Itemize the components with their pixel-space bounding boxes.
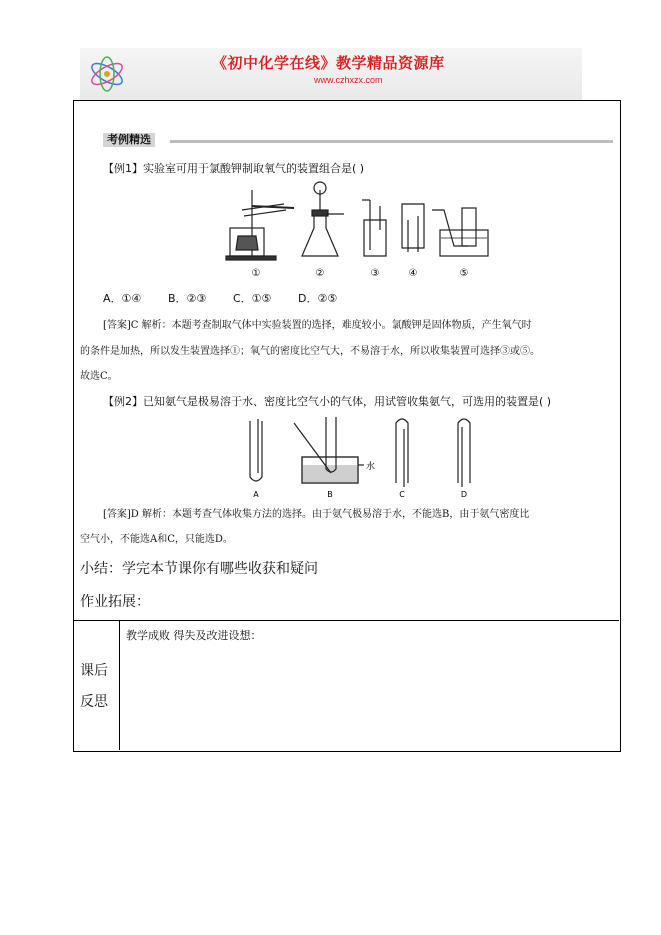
site-url: www.czhxzx.com: [314, 75, 383, 85]
example1-question: 【例1】实验室可用于氯酸钾制取氧气的装置组合是( ): [103, 162, 365, 175]
tube-a: [250, 421, 262, 481]
figure1-label-5: ⑤: [459, 268, 469, 279]
gas-bottle-3: [364, 220, 386, 256]
table-column-divider: [119, 620, 120, 750]
example2-question: 【例2】已知氨气是极易溶于水、密度比空气小的气体，用试管收集氨气，可选用的装置是( ): [103, 395, 552, 408]
stand-base: [226, 256, 276, 260]
reflection-label-line2: 反思: [80, 694, 108, 710]
figure1-label-2: ②: [315, 268, 325, 279]
option-d: D．②⑤: [298, 292, 338, 305]
example1-answer-line2: 的条件是加热，所以发生装置选择①；氧气的密度比空气大，不易溶于水，所以收集装置可选择③或⑤。: [80, 346, 540, 357]
figure2-label-a: A: [253, 490, 259, 499]
summary-text: 小结：学完本节课你有哪些收获和疑问: [80, 561, 318, 577]
example2-apparatus-figure: [236, 413, 486, 499]
gas-bottle-4: [402, 204, 424, 248]
section-rule: [170, 140, 613, 143]
example2-answer-line2: 空气小，不能选A和C，只能选D。: [80, 534, 233, 545]
option-a: A．①④: [103, 292, 142, 305]
option-c: C．①⑤: [233, 292, 272, 305]
section-title: 考例精选: [103, 133, 155, 147]
reflection-content: 教学成败 得失及改进设想：: [126, 629, 262, 642]
option-b: B．②③: [168, 292, 207, 305]
example1-apparatus-figure: [222, 180, 492, 280]
inverted-bottle: [462, 208, 476, 246]
atom-logo-icon: [86, 52, 128, 96]
example2-answer-line1: [答案]D 解析：本题考查气体收集方法的选择。由于氨气极易溶于水，不能选B，由于氨气密度比: [103, 509, 530, 520]
site-title: 《初中化学在线》教学精品资源库: [212, 54, 445, 72]
tube-c: [396, 419, 408, 483]
water-trough: [440, 230, 488, 256]
table-row-divider: [73, 620, 619, 621]
alcohol-lamp: [236, 236, 258, 250]
tube-b: [326, 417, 336, 472]
example1-answer-line3: 故选C。: [80, 371, 118, 382]
reflection-label-line1: 课后: [80, 663, 108, 679]
example1-answer-line1: [答案]C 解析：本题考查制取气体中实验装置的选择，难度较小。氯酸钾是固体物质，产生氧气时: [103, 320, 532, 331]
figure1-label-3: ③: [370, 268, 380, 279]
figure2-label-c: C: [399, 490, 405, 499]
figure2-label-d: D: [460, 490, 468, 499]
figure2-label-b: B: [327, 490, 333, 499]
figure1-label-1: ①: [251, 268, 261, 279]
homework-text: 作业拓展：: [80, 594, 150, 610]
tube-d: [458, 419, 470, 483]
delivery-tube: [432, 210, 468, 246]
water-label: 水: [366, 462, 376, 472]
header-banner: [80, 48, 582, 100]
figure1-label-4: ④: [408, 268, 418, 279]
conical-flask: [302, 212, 338, 256]
